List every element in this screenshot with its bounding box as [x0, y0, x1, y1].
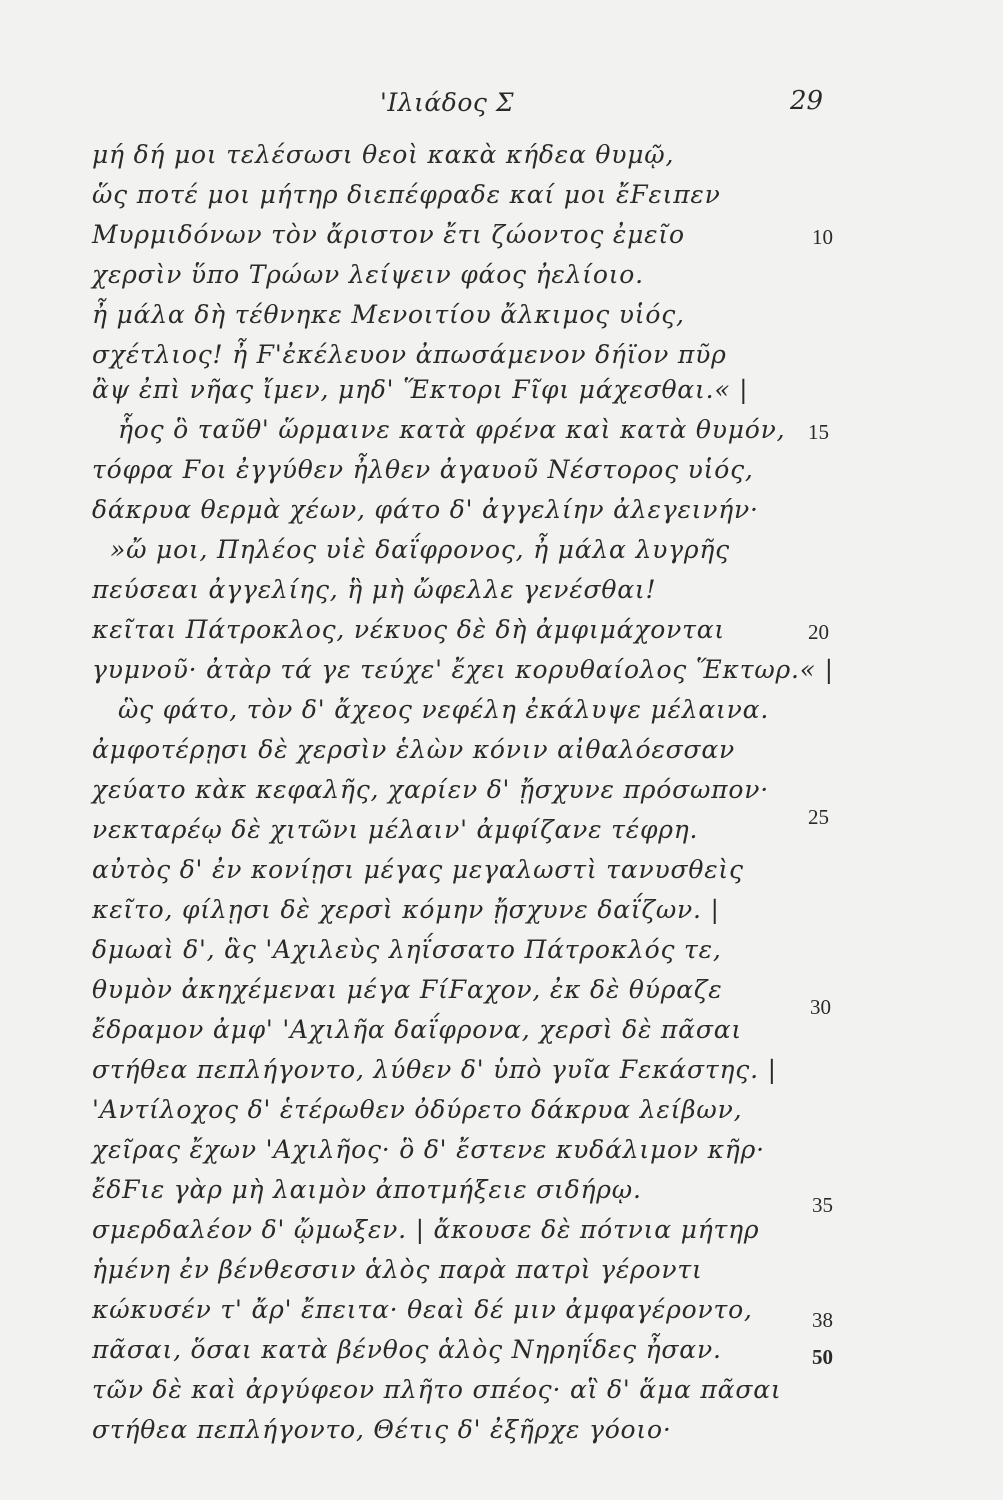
verse-line: δμωαὶ δ', ἃς 'Αχιλεὺς ληΐσσατο Πάτροκλός τε,	[92, 935, 722, 964]
verse-line: κώκυσέν τ' ἄρ' ἔπειτα· θεαὶ δέ μιν ἀμφαγέροντο,	[92, 1295, 753, 1324]
verse-line: »ὤ μοι, Πηλέος υἱὲ δαΐφρονος, ἦ μάλα λυγρῆς	[110, 535, 730, 564]
verse-line: σχέτλιος! ἦ Ϝ'ἐκέλευον ἀπωσάμενον δήϊον πῦρ	[92, 340, 727, 369]
verse-line: χεῖρας ἔχων 'Αχιλῆος· ὃ δ' ἔστενε κυδάλιμον κῆρ·	[92, 1135, 765, 1164]
verse-line: στήθεα πεπλήγοντο, λύθεν δ' ὑπὸ γυῖα Ϝεκάστης. |	[92, 1055, 777, 1084]
line-number: 38	[812, 1308, 833, 1332]
line-number: 10	[812, 225, 833, 249]
verse-line: ἂψ ἐπὶ νῆας ἴμεν, μηδ' Ἕκτορι Ϝῖφι μάχεσθαι.« |	[92, 375, 749, 404]
verse-line: ὣς φάτο, τὸν δ' ἄχεος νεφέλη ἐκάλυψε μέλαινα.	[118, 695, 770, 724]
verse-line: αὐτὸς δ' ἐν κονίῃσι μέγας μεγαλωστὶ τανυσθεὶς	[92, 855, 744, 884]
verse-line: στήθεα πεπλήγοντο, Θέτις δ' ἐξῆρχε γόοιο·	[92, 1415, 672, 1444]
verse-line: πεύσεαι ἀγγελίης, ἣ μὴ ὤφελλε γενέσθαι!	[92, 575, 657, 604]
verse-line: νεκταρέῳ δὲ χιτῶνι μέλαιν' ἀμφίζανε τέφρη.	[92, 815, 699, 844]
verse-line: ἀμφοτέρῃσι δὲ χερσὶν ἑλὼν κόνιν αἰθαλόεσσαν	[92, 735, 736, 764]
verse-line: πᾶσαι, ὅσαι κατὰ βένθος ἁλὸς Νηρηΐδες ἦσαν.	[92, 1335, 722, 1364]
verse-line: θυμὸν ἀκηχέμεναι μέγα ϜίϜαχον, ἐκ δὲ θύραζε	[92, 975, 723, 1004]
verse-line: χερσὶν ὕπο Τρώων λείψειν φάος ἠελίοιο.	[92, 260, 644, 289]
verse-line: σμερδαλέον δ' ᾤμωξεν. | ἄκουσε δὲ πότνια μήτηρ	[92, 1215, 760, 1244]
verse-line: ἧος ὃ ταῦθ' ὥρμαινε κατὰ φρένα καὶ κατὰ θυμόν,	[118, 415, 786, 444]
verse-line: ἦ μάλα δὴ τέθνηκε Μενοιτίου ἄλκιμος υἱός,	[92, 300, 685, 329]
verse-line: ἔδϜιε γὰρ μὴ λαιμὸν ἀποτμήξειε σιδήρῳ.	[92, 1175, 642, 1204]
verse-line: ὥς ποτέ μοι μήτηρ διεπέφραδε καί μοι ἔϜειπεν	[92, 180, 721, 209]
verse-line: κεῖται Πάτροκλος, νέκυος δὲ δὴ ἀμφιμάχονται	[92, 615, 725, 644]
line-number: 30	[810, 995, 831, 1019]
verse-line: ἡμένη ἐν βένθεσσιν ἁλὸς παρὰ πατρὶ γέροντι	[92, 1255, 703, 1284]
verse-line: μή δή μοι τελέσωσι θεοὶ κακὰ κήδεα θυμῷ,	[92, 140, 675, 169]
line-number: 50	[812, 1345, 833, 1369]
verse-line: χεύατο κὰκ κεφαλῆς, χαρίεν δ' ᾔσχυνε πρόσωπον·	[92, 775, 769, 804]
verse-line: τῶν δὲ καὶ ἀργύφεον πλῆτο σπέος· αἳ δ' ἅμα πᾶσαι	[92, 1375, 782, 1404]
verse-line: ἔδραμον ἀμφ' 'Αχιλῆα δαΐφρονα, χερσὶ δὲ πᾶσαι	[92, 1015, 742, 1044]
line-number: 35	[812, 1193, 833, 1217]
verse-line: γυμνοῦ· ἀτὰρ τά γε τεύχε' ἔχει κορυθαίολος Ἕκτωρ.« |	[92, 655, 834, 684]
line-number: 25	[808, 805, 829, 829]
line-number: 20	[808, 620, 829, 644]
page-number: 29	[790, 86, 824, 116]
verse-line: 'Αντίλοχος δ' ἑτέρωθεν ὀδύρετο δάκρυα λείβων,	[92, 1095, 743, 1124]
verse-line: κεῖτο, φίλῃσι δὲ χερσὶ κόμην ᾔσχυνε δαΐζων. |	[92, 895, 720, 924]
verse-line: Μυρμιδόνων τὸν ἄριστον ἔτι ζώοντος ἐμεῖο	[92, 220, 685, 249]
verse-line: δάκρυα θερμὰ χέων, φάτο δ' ἀγγελίην ἀλεγεινήν·	[92, 495, 759, 524]
running-head-title: 'Ιλιάδος Σ	[380, 88, 515, 117]
verse-line: τόφρα Ϝοι ἐγγύθεν ἦλθεν ἀγαυοῦ Νέστορος υἱός,	[92, 455, 754, 484]
line-number: 15	[808, 420, 829, 444]
